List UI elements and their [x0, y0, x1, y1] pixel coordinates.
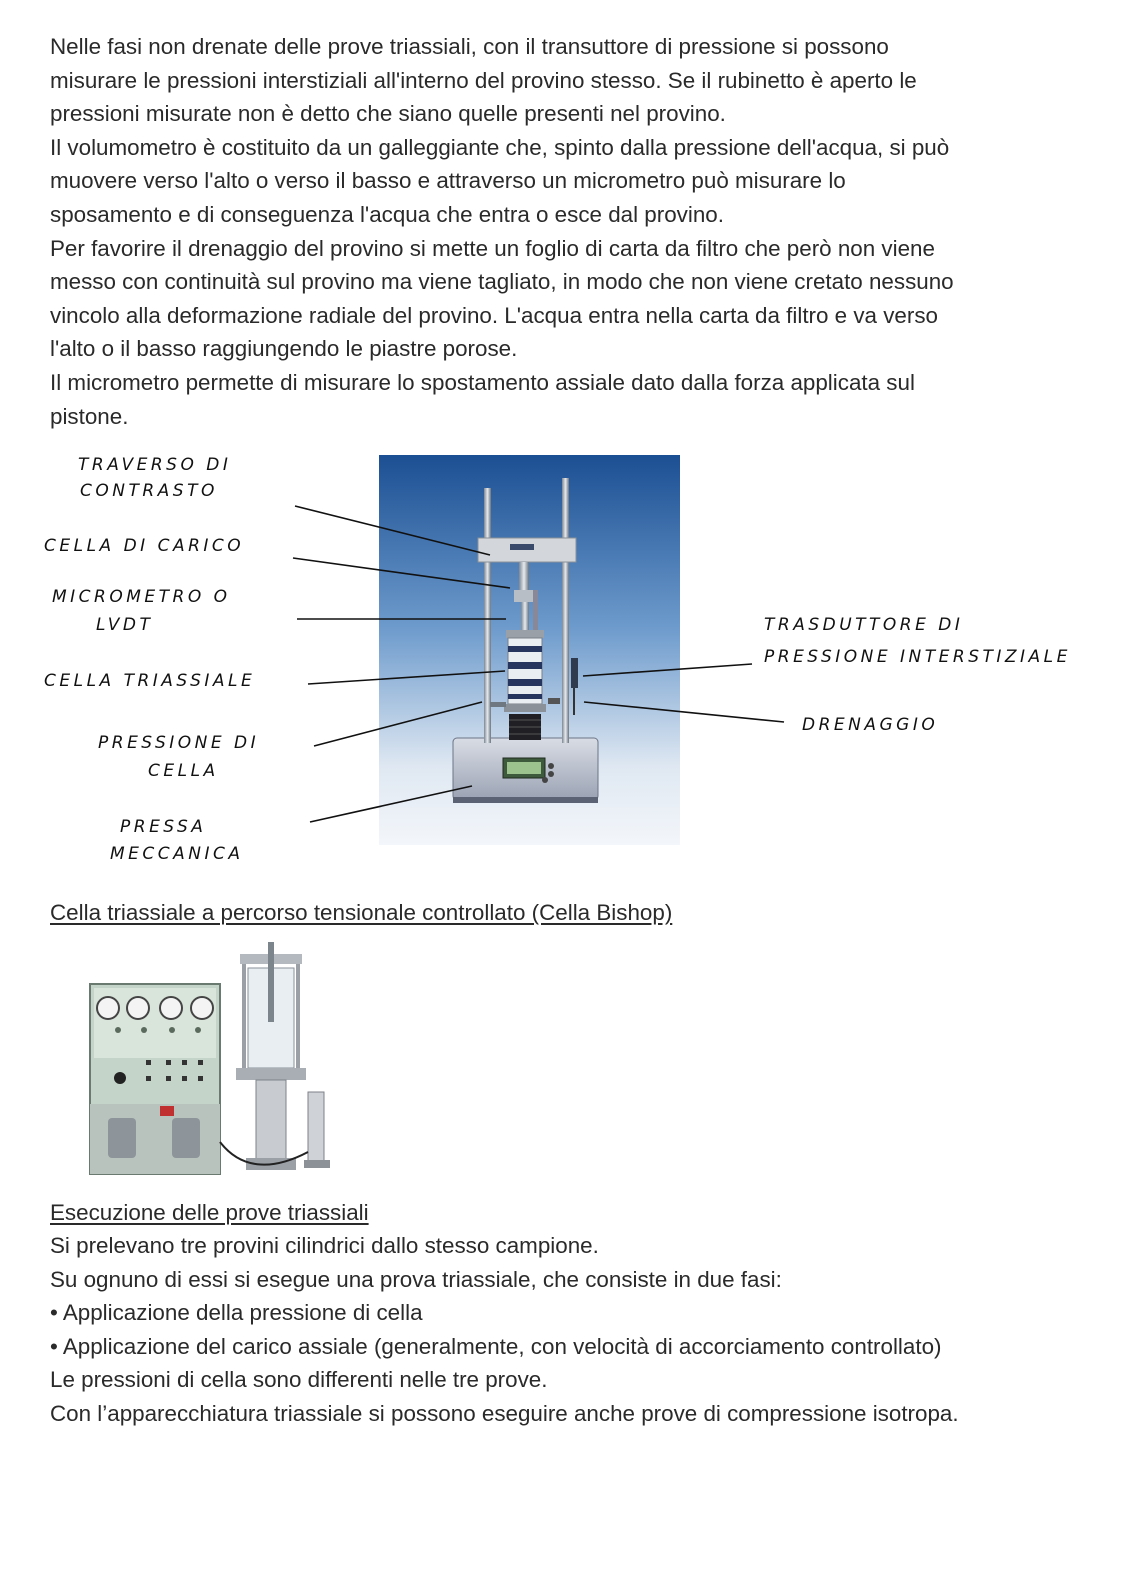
text-line: messo con continuità sul provino ma viene tagliato, in modo che non viene cretato nessuno [50, 269, 954, 295]
text-line: Il volumometro è costituito da un galleggiante che, spinto dalla pressione dell'acqua, si può [50, 134, 950, 160]
text-line: Con l’apparecchiatura triassiale si possono eseguire anche prove di compressione isotropa. [50, 1400, 959, 1426]
label-pressa-line1: PRESSA [120, 817, 207, 837]
bullet-item: • Applicazione del carico assiale (generalmente, con velocità di accorciamento controllato) [50, 1333, 942, 1359]
text-line: Il micrometro permette di misurare lo spostamento assiale dato dalla forza applicata sul [50, 369, 915, 395]
label-micrometro-line1: MICROMETRO O [52, 587, 231, 607]
text-line: muovere verso l'alto o verso il basso e attraverso un micrometro può misurare lo [50, 168, 846, 194]
label-pressione-line1: PRESSIONE DI [98, 733, 260, 753]
text-line: Nelle fasi non drenate delle prove triassiali, con il transuttore di pressione si possono [50, 34, 889, 59]
bishop-cell-photo [50, 932, 345, 1182]
triaxial-press-figure [0, 440, 1125, 870]
label-trasduttore-line1: TRASDUTTORE DI [764, 615, 964, 635]
label-trasduttore-line2: PRESSIONE INTERSTIZIALE [764, 647, 1071, 667]
text-line: pistone. [50, 403, 129, 429]
text-line: Le pressioni di cella sono differenti nelle tre prove. [50, 1367, 548, 1393]
text-line: pressioni misurate non è detto che siano quelle presenti nel provino. [50, 101, 726, 127]
bullet-item: • Applicazione della pressione di cella [50, 1300, 423, 1326]
intro-paragraph [50, 30, 1090, 433]
text-line: Per favorire il drenaggio del provino si mette un foglio di carta da filtro che però non viene [50, 235, 935, 261]
execution-paragraph [50, 1229, 1090, 1431]
label-pressa-line2: MECCANICA [110, 844, 244, 864]
text-line: l'alto o il basso raggiungendo le piastre porose. [50, 336, 518, 362]
label-drenaggio: DRENAGGIO [802, 715, 939, 735]
section-heading-execution: Esecuzione delle prove triassiali [50, 1200, 369, 1225]
text-line: Su ognuno di essi si esegue una prova triassiale, che consiste in due fasi: [50, 1266, 782, 1292]
text-line: Si prelevano tre provini cilindrici dallo stesso campione. [50, 1233, 599, 1258]
section-heading-bishop: Cella triassiale a percorso tensionale controllato (Cella Bishop) [50, 900, 673, 925]
label-traverso-line1: TRAVERSO DI [78, 455, 232, 475]
press-photo [379, 455, 680, 845]
text-line: vincolo alla deformazione radiale del provino. L'acqua entra nella carta da filtro e va verso [50, 302, 938, 328]
label-cella-triassiale: CELLA TRIASSIALE [44, 671, 256, 691]
text-line: misurare le pressioni interstiziali all'interno del provino stesso. Se il rubinetto è aperto le [50, 67, 917, 93]
label-micrometro-line2: LVDT [96, 615, 154, 635]
label-pressione-line2: CELLA [148, 761, 219, 781]
text-line: sposamento e di conseguenza l'acqua che entra o esce dal provino. [50, 201, 724, 227]
label-traverso-line2: CONTRASTO [80, 481, 218, 501]
label-cella-carico: CELLA DI CARICO [44, 536, 245, 556]
